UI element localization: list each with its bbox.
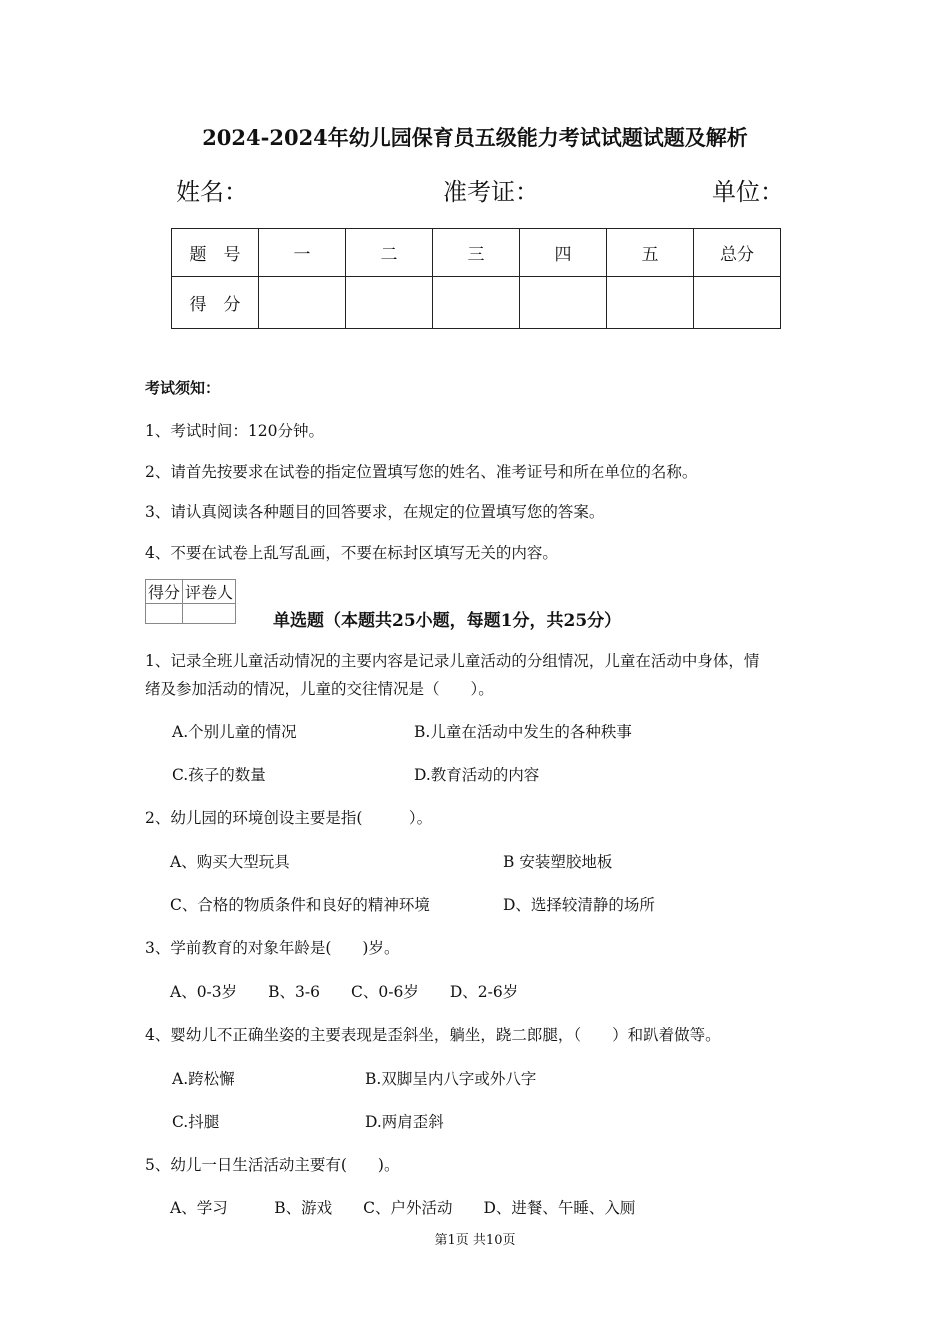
q2-option-b: B 安装塑胶地板 [503,853,613,871]
question-3-stem: 3、学前教育的对象年龄是( )岁。 [145,939,400,957]
score-cell[interactable] [433,277,520,329]
score-row-label: 得 分 [172,277,259,329]
exam-id-field-label: 准考证： [443,178,539,206]
q4-option-b: B.双脚呈内八字或外八字 [365,1070,537,1088]
question-1-line-1: 1、记录全班儿童活动情况的主要内容是记录儿童活动的分组情况，儿童在活动中身体，情 [145,652,760,670]
score-cell[interactable] [520,277,607,329]
question-1-line-2: 绪及参加活动的情况，儿童的交往情况是（ ）。 [145,680,494,698]
grader-box [145,579,236,624]
q1-option-a: A.个别儿童的情况 [172,723,297,741]
grader-box-grader-cell[interactable] [183,604,236,624]
grader-box-grader-label: 评卷人 [183,580,236,604]
score-cell[interactable] [607,277,694,329]
question-5-stem: 5、幼儿一日生活活动主要有( )。 [145,1156,400,1174]
q2-option-d: D、选择较清静的场所 [503,896,655,914]
notice-item: 1、考试时间：120分钟。 [145,422,324,440]
score-table-score-row [172,277,781,329]
page-title: 2024-2024年幼儿园保育员五级能力考试试题试题及解析 [202,125,748,150]
q1-option-d: D.教育活动的内容 [414,766,540,784]
notice-heading: 考试须知： [145,379,221,397]
score-cell[interactable] [694,277,781,329]
header-cell-label: 题 号 [172,229,259,277]
section-title: 单选题（本题共25小题，每题1分，共25分） [273,611,622,631]
score-table [171,228,781,329]
header-cell-2: 二 [346,229,433,277]
unit-field-label: 单位： [712,178,784,206]
q2-option-c: C、合格的物质条件和良好的精神环境 [170,896,430,914]
q4-option-a: A.跨松懈 [172,1070,235,1088]
notice-item: 2、请首先按要求在试卷的指定位置填写您的姓名、准考证号和所在单位的名称。 [145,463,698,481]
header-cell-5: 五 [607,229,694,277]
q2-option-a: A、购买大型玩具 [170,853,290,871]
question-4-stem: 4、婴幼儿不正确坐姿的主要表现是歪斜坐，躺坐，跷二郎腿，（ ）和趴着做等。 [145,1026,721,1044]
header-cell-3: 三 [433,229,520,277]
notice-item: 4、不要在试卷上乱写乱画，不要在标封区填写无关的内容。 [145,544,558,562]
q5-options: A、学习 B、游戏 C、户外活动 D、进餐、午睡、入厕 [170,1199,636,1217]
score-cell[interactable] [346,277,433,329]
score-table-header-row [172,229,781,277]
grader-box-score-cell[interactable] [146,604,183,624]
header-cell-1: 一 [259,229,346,277]
name-field-label: 姓名： [176,178,248,206]
question-2-stem: 2、幼儿园的环境创设主要是指( ）。 [145,809,433,827]
q4-option-c: C.抖腿 [172,1113,220,1131]
score-cell[interactable] [259,277,346,329]
header-cell-4: 四 [520,229,607,277]
q3-options: A、0-3岁 B、3-6 C、0-6岁 D、2-6岁 [170,983,519,1001]
grader-box-score-label: 得分 [146,580,183,604]
page-footer: 第1页 共10页 [434,1233,516,1248]
q4-option-d: D.两肩歪斜 [365,1113,444,1131]
notice-item: 3、请认真阅读各种题目的回答要求，在规定的位置填写您的答案。 [145,503,605,521]
q1-option-c: C.孩子的数量 [172,766,266,784]
header-cell-total: 总分 [694,229,781,277]
q1-option-b: B.儿童在活动中发生的各种秩事 [414,723,632,741]
